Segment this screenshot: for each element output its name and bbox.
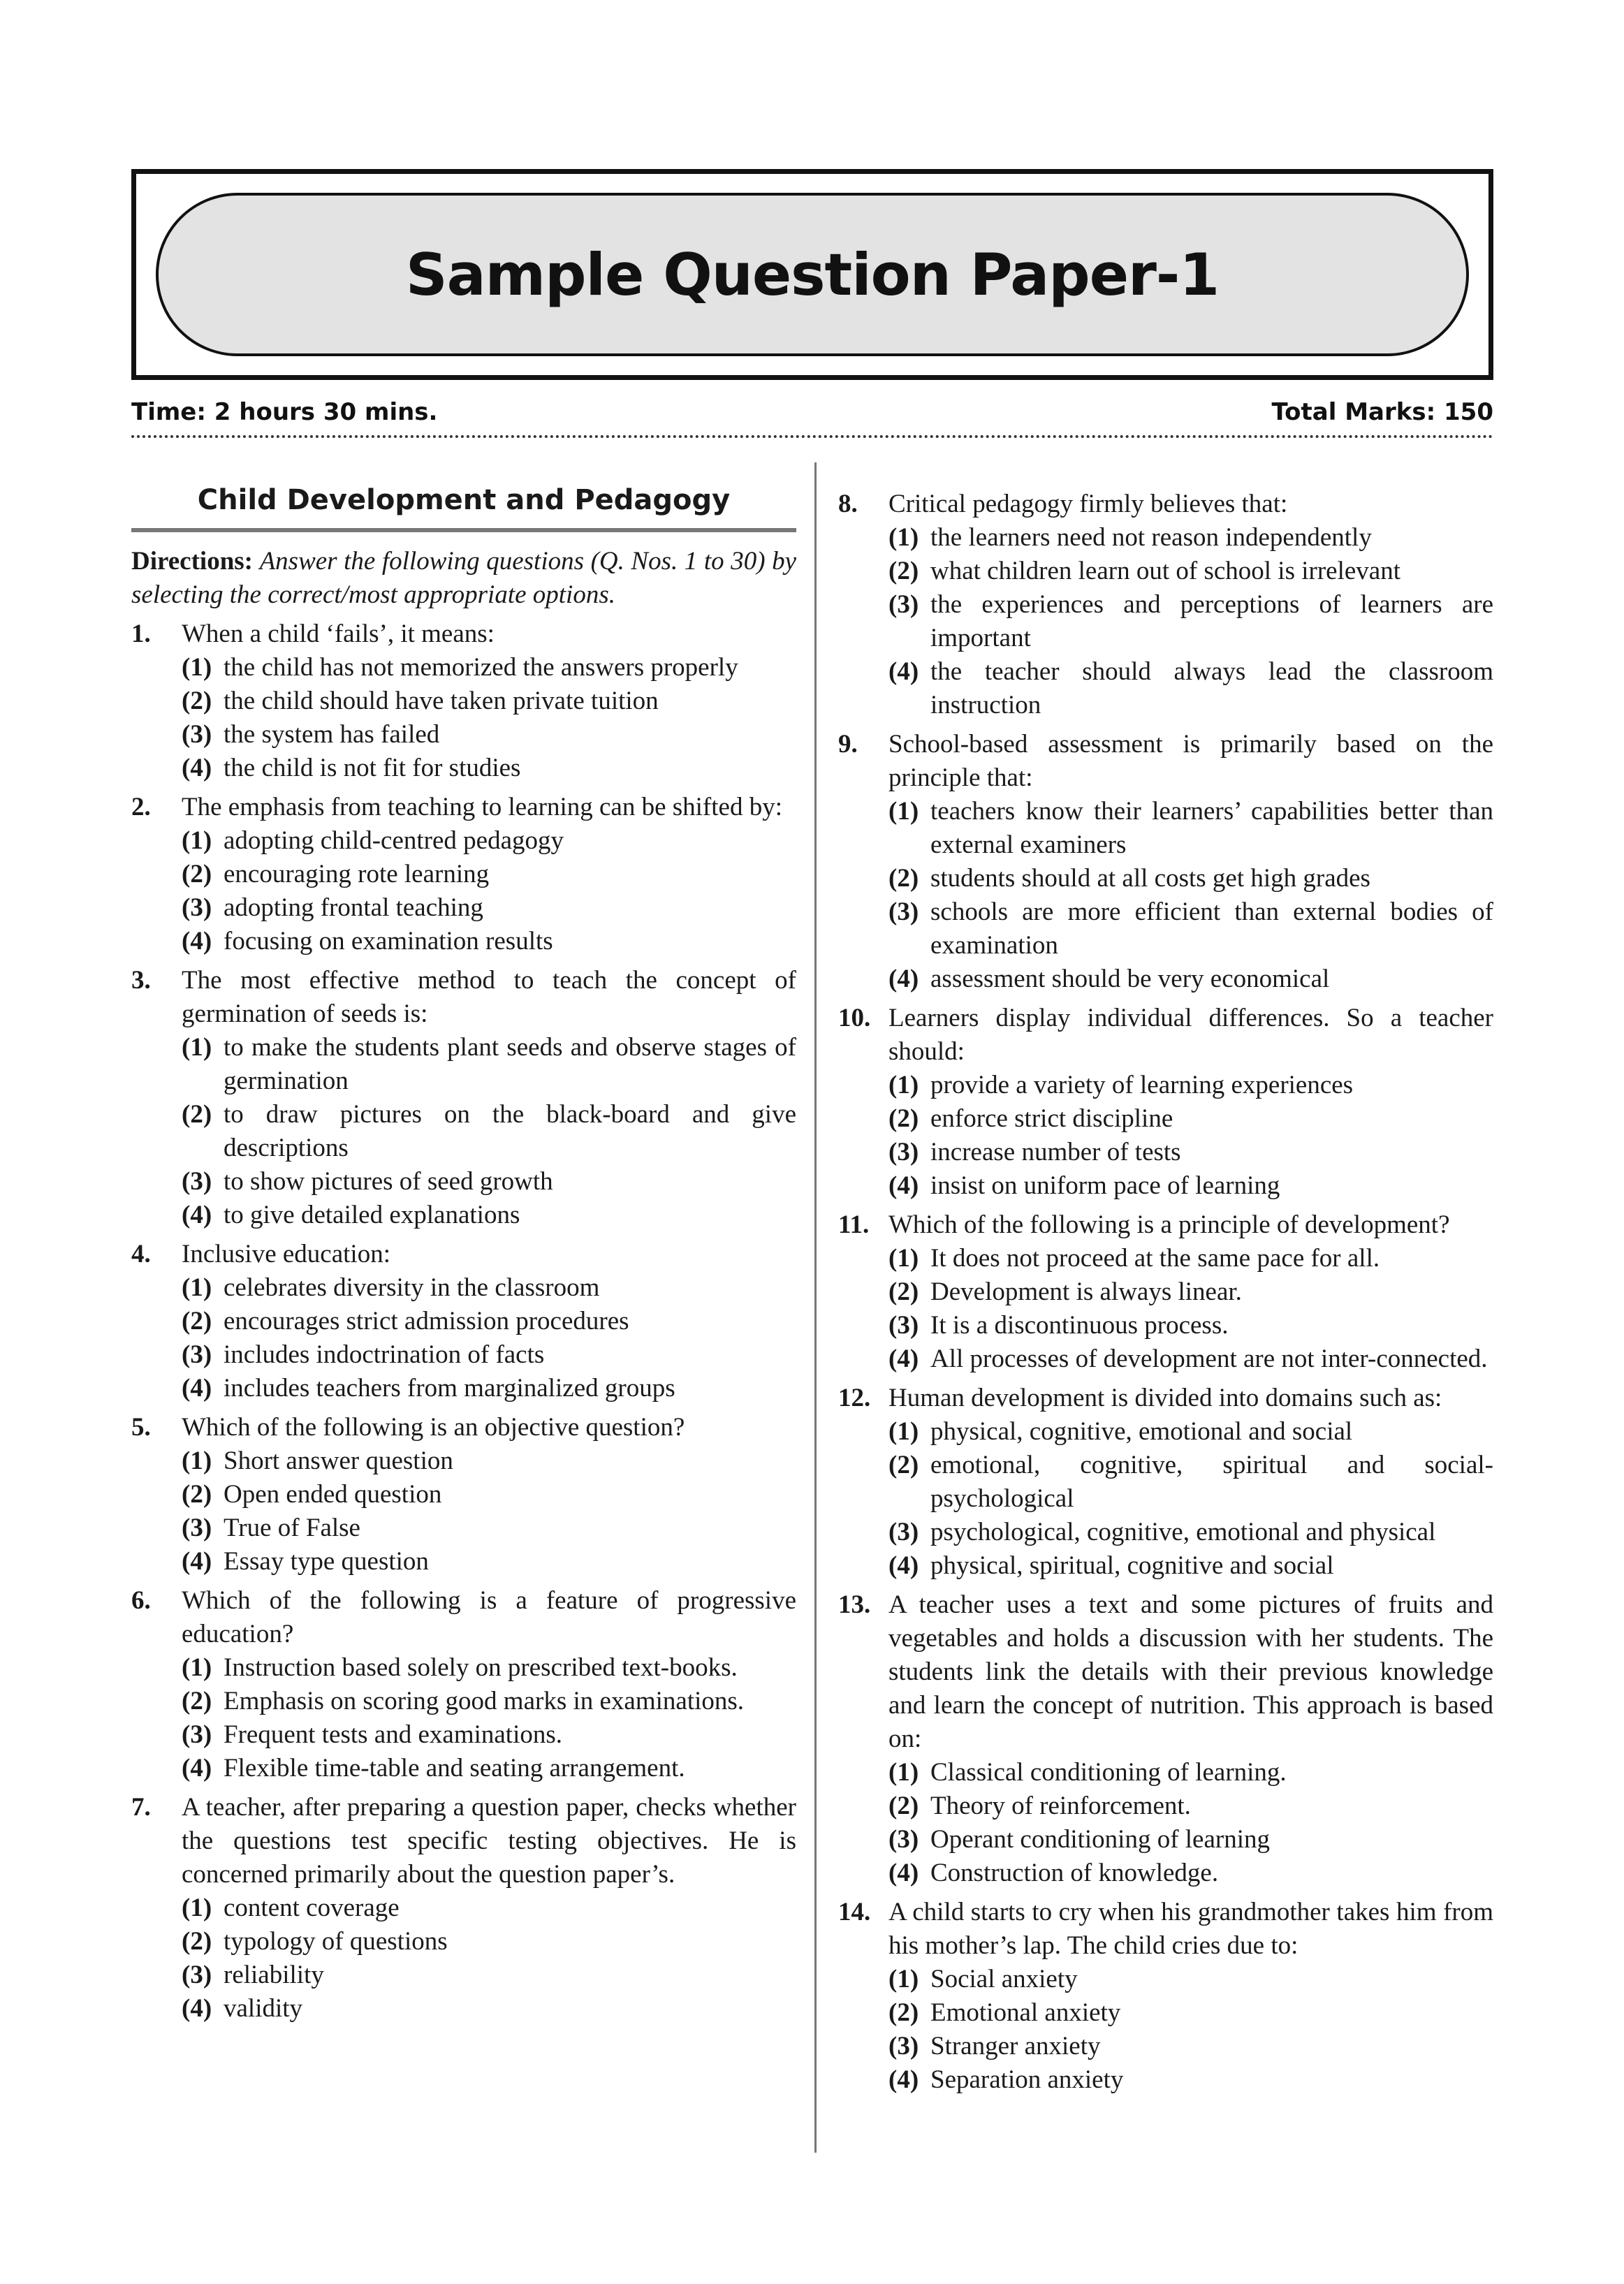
question-text: A child starts to cry when his grandmother takes him from his mother’s lap. The child cries due to: xyxy=(888,1898,1493,1960)
option-label: (4) xyxy=(888,1171,919,1200)
left-column xyxy=(131,481,796,2026)
question-number: 12. xyxy=(838,1384,871,1412)
option-text: physical, spiritual, cognitive and social xyxy=(930,1551,1334,1580)
answer-option xyxy=(182,1199,796,1232)
question-text: Which of the following is a principle of development? xyxy=(888,1210,1450,1239)
option-text: enforce strict discipline xyxy=(930,1104,1173,1133)
option-label: (3) xyxy=(182,893,212,922)
option-text: All processes of development are not inter-connected. xyxy=(930,1345,1488,1373)
answer-option xyxy=(888,1789,1493,1823)
question-number: 4. xyxy=(131,1240,151,1268)
question-number: 10. xyxy=(838,1004,871,1032)
question-text: Learners display individual differences. So a teacher should: xyxy=(888,1004,1493,1066)
option-label: (3) xyxy=(888,1518,919,1546)
answer-option xyxy=(888,895,1493,962)
answer-option xyxy=(888,555,1493,588)
question-body xyxy=(182,1791,796,2026)
question-number: 13. xyxy=(838,1590,871,1619)
question-number: 7. xyxy=(131,1793,151,1822)
option-label: (2) xyxy=(182,687,212,715)
option-text: the teacher should always lead the classroom instruction xyxy=(930,657,1493,719)
answer-option xyxy=(182,1891,796,1925)
question-item xyxy=(838,1588,1493,1890)
option-text: Development is always linear. xyxy=(930,1278,1242,1306)
option-text: Operant conditioning of learning xyxy=(930,1825,1271,1854)
answer-option xyxy=(888,1136,1493,1169)
option-text: Separation anxiety xyxy=(930,2065,1124,2094)
option-label: (2) xyxy=(888,864,919,893)
option-label: (1) xyxy=(888,523,919,552)
option-label: (4) xyxy=(888,965,919,993)
question-text: The most effective method to teach the concept of germination of seeds is: xyxy=(182,966,796,1028)
answer-option xyxy=(888,1857,1493,1890)
option-text: content coverage xyxy=(224,1894,400,1922)
answer-option xyxy=(182,1992,796,2026)
option-text: Frequent tests and examinations. xyxy=(224,1720,563,1749)
answer-option xyxy=(888,1275,1493,1309)
answer-option xyxy=(888,1169,1493,1203)
answer-option xyxy=(888,1415,1493,1449)
option-label: (3) xyxy=(888,1311,919,1340)
option-label: (2) xyxy=(888,1451,919,1479)
question-text: Which of the following is an objective question? xyxy=(182,1413,685,1442)
option-label: (1) xyxy=(182,1033,212,1062)
question-text: A teacher uses a text and some pictures of fruits and vegetables and holds a discussion with her students. The students link the details with their previous knowledge and learn the concept of nutrition. This approach is based on: xyxy=(888,1590,1493,1753)
option-text: Instruction based solely on prescribed text-books. xyxy=(224,1653,738,1682)
answer-option xyxy=(888,1756,1493,1789)
option-text: students should at all costs get high grades xyxy=(930,864,1370,893)
option-label: (3) xyxy=(182,1720,212,1749)
question-number: 3. xyxy=(131,966,151,995)
question-body xyxy=(182,791,796,958)
question-body xyxy=(888,1382,1493,1583)
option-label: (4) xyxy=(182,1754,212,1782)
answer-option xyxy=(182,752,796,785)
option-text: It is a discontinuous process. xyxy=(930,1311,1229,1340)
answer-option xyxy=(888,2063,1493,2097)
answer-option xyxy=(182,1925,796,1959)
option-label: (4) xyxy=(182,1201,212,1229)
option-text: psychological, cognitive, emotional and physical xyxy=(930,1518,1436,1546)
option-text: to give detailed explanations xyxy=(224,1201,520,1229)
option-text: Social anxiety xyxy=(930,1965,1078,1993)
option-label: (2) xyxy=(888,1104,919,1133)
question-item xyxy=(131,1411,796,1579)
question-text: The emphasis from teaching to learning can be shifted by: xyxy=(182,793,782,821)
question-text: School-based assessment is primarily based on the principle that: xyxy=(888,730,1493,792)
option-text: teachers know their learners’ capabilities better than external examiners xyxy=(930,797,1493,859)
option-label: (2) xyxy=(182,1307,212,1335)
directions xyxy=(131,545,796,612)
answer-option xyxy=(182,1338,796,1372)
option-label: (1) xyxy=(888,1965,919,1993)
option-text: what children learn out of school is irrelevant xyxy=(930,557,1400,585)
answer-option xyxy=(182,1165,796,1199)
option-text: to make the students plant seeds and observe stages of germination xyxy=(224,1033,796,1095)
option-label: (4) xyxy=(182,1547,212,1576)
option-label: (4) xyxy=(888,657,919,686)
option-label: (2) xyxy=(888,557,919,585)
answer-option xyxy=(888,521,1493,555)
question-body xyxy=(182,1411,796,1579)
answer-option xyxy=(888,962,1493,996)
question-text: Inclusive education: xyxy=(182,1240,390,1268)
question-text: A teacher, after preparing a question paper, checks whether the questions test specific testing objectives. He is concerned primarily about the question paper’s. xyxy=(182,1793,796,1889)
option-label: (4) xyxy=(182,1994,212,2023)
option-text: reliability xyxy=(224,1961,324,1989)
option-label: (2) xyxy=(182,860,212,888)
option-label: (3) xyxy=(888,590,919,619)
answer-option xyxy=(182,1098,796,1165)
question-item xyxy=(131,791,796,958)
option-label: (2) xyxy=(888,1792,919,1820)
option-label: (4) xyxy=(888,2065,919,2094)
option-text: Theory of reinforcement. xyxy=(930,1792,1191,1820)
question-item xyxy=(838,1382,1493,1583)
option-text: emotional, cognitive, spiritual and social-psychological xyxy=(930,1451,1493,1513)
option-label: (1) xyxy=(182,1273,212,1302)
option-text: adopting frontal teaching xyxy=(224,893,483,922)
option-text: focusing on examination results xyxy=(224,927,553,956)
answer-option xyxy=(888,1449,1493,1516)
option-label: (4) xyxy=(182,1374,212,1403)
option-label: (1) xyxy=(888,1244,919,1273)
option-label: (3) xyxy=(888,1138,919,1166)
question-item xyxy=(131,1791,796,2026)
answer-option xyxy=(888,1309,1493,1342)
answer-option xyxy=(182,1959,796,1992)
answer-option xyxy=(888,2030,1493,2063)
option-label: (3) xyxy=(888,898,919,926)
option-text: validity xyxy=(224,1994,303,2023)
option-label: (1) xyxy=(888,1758,919,1787)
option-text: the child is not fit for studies xyxy=(224,754,521,782)
option-text: insist on uniform pace of learning xyxy=(930,1171,1280,1200)
option-text: It does not proceed at the same pace for all. xyxy=(930,1244,1380,1273)
option-text: the child has not memorized the answers properly xyxy=(224,653,738,682)
option-text: Emotional anxiety xyxy=(930,1998,1121,2027)
answer-option xyxy=(182,1651,796,1685)
question-list-right xyxy=(838,488,1493,2097)
question-number: 11. xyxy=(838,1210,870,1239)
title-frame xyxy=(131,169,1493,380)
option-label: (2) xyxy=(182,1100,212,1129)
question-body xyxy=(888,1896,1493,2097)
answer-option xyxy=(182,1031,796,1098)
option-label: (1) xyxy=(182,653,212,682)
option-text: the experiences and perceptions of learners are important xyxy=(930,590,1493,652)
question-item xyxy=(838,1208,1493,1376)
question-text: Human development is divided into domains such as: xyxy=(888,1384,1442,1412)
option-text: celebrates diversity in the classroom xyxy=(224,1273,600,1302)
option-label: (4) xyxy=(888,1345,919,1373)
question-body xyxy=(182,617,796,785)
question-number: 1. xyxy=(131,620,151,648)
question-number: 9. xyxy=(838,730,858,759)
answer-option xyxy=(888,1823,1493,1857)
question-item xyxy=(838,1002,1493,1203)
answer-option xyxy=(888,1102,1493,1136)
answer-option xyxy=(182,1718,796,1752)
answer-option xyxy=(888,1963,1493,1996)
option-label: (2) xyxy=(888,1278,919,1306)
option-label: (1) xyxy=(182,1894,212,1922)
option-text: Flexible time-table and seating arrangement. xyxy=(224,1754,685,1782)
option-label: (1) xyxy=(182,826,212,855)
option-label: (4) xyxy=(182,754,212,782)
option-label: (3) xyxy=(182,720,212,749)
option-text: Construction of knowledge. xyxy=(930,1859,1219,1887)
question-body xyxy=(888,728,1493,996)
answer-option xyxy=(182,891,796,925)
option-label: (2) xyxy=(182,1480,212,1509)
question-text: Critical pedagogy firmly believes that: xyxy=(888,490,1288,518)
option-label: (3) xyxy=(182,1514,212,1542)
question-item xyxy=(838,728,1493,996)
answer-option xyxy=(182,925,796,958)
option-label: (1) xyxy=(888,1417,919,1446)
question-number: 5. xyxy=(131,1413,151,1442)
option-text: Essay type question xyxy=(224,1547,429,1576)
question-item xyxy=(131,1584,796,1785)
answer-option xyxy=(888,795,1493,862)
option-label: (2) xyxy=(182,1687,212,1715)
question-item xyxy=(131,964,796,1232)
question-number: 8. xyxy=(838,490,858,518)
answer-option xyxy=(888,1242,1493,1275)
option-label: (4) xyxy=(888,1551,919,1580)
option-text: encouraging rote learning xyxy=(224,860,490,888)
answer-option xyxy=(888,1549,1493,1583)
option-text: to draw pictures on the black-board and give descriptions xyxy=(224,1100,796,1162)
option-text: encourages strict admission procedures xyxy=(224,1307,629,1335)
answer-option xyxy=(888,1342,1493,1376)
question-body xyxy=(888,1002,1493,1203)
answer-option xyxy=(888,655,1493,722)
option-text: provide a variety of learning experiences xyxy=(930,1071,1354,1099)
question-body xyxy=(888,1588,1493,1890)
right-column xyxy=(838,482,1493,2097)
option-text: Open ended question xyxy=(224,1480,442,1509)
exam-time: Time: 2 hours 30 mins. xyxy=(131,398,438,426)
question-list-left xyxy=(131,617,796,2026)
answer-option xyxy=(182,858,796,891)
option-text: Classical conditioning of learning. xyxy=(930,1758,1287,1787)
dotted-separator xyxy=(131,435,1493,438)
option-text: typology of questions xyxy=(224,1927,448,1956)
option-text: Emphasis on scoring good marks in examinations. xyxy=(224,1687,745,1715)
option-text: the child should have taken private tuition xyxy=(224,687,659,715)
question-text: When a child ‘fails’, it means: xyxy=(182,620,495,648)
answer-option xyxy=(182,651,796,685)
answer-option xyxy=(182,824,796,858)
question-number: 14. xyxy=(838,1898,871,1926)
option-text: assessment should be very economical xyxy=(930,965,1330,993)
option-label: (3) xyxy=(182,1961,212,1989)
question-item xyxy=(838,1896,1493,2097)
option-label: (3) xyxy=(182,1167,212,1196)
option-text: increase number of tests xyxy=(930,1138,1181,1166)
option-text: adopting child-centred pedagogy xyxy=(224,826,564,855)
section-title: Child Development and Pedagogy xyxy=(131,481,796,532)
answer-option xyxy=(182,1271,796,1305)
answer-option xyxy=(182,1372,796,1405)
answer-option xyxy=(182,1545,796,1579)
answer-option xyxy=(888,588,1493,655)
answer-option xyxy=(888,1516,1493,1549)
option-text: the learners need not reason independently xyxy=(930,523,1372,552)
question-body xyxy=(182,1584,796,1785)
option-text: to show pictures of seed growth xyxy=(224,1167,553,1196)
question-text: Which of the following is a feature of progressive education? xyxy=(182,1586,796,1648)
option-label: (1) xyxy=(182,1447,212,1475)
answer-option xyxy=(182,1444,796,1478)
option-text: the system has failed xyxy=(224,720,440,749)
answer-option xyxy=(888,862,1493,895)
option-label: (4) xyxy=(888,1859,919,1887)
answer-option xyxy=(182,1752,796,1785)
question-body xyxy=(182,964,796,1232)
title-banner xyxy=(156,193,1469,356)
directions-text: Answer the following questions (Q. Nos. 1 to 30) by selecting the correct/most appropriate options. xyxy=(131,547,796,609)
option-text: includes teachers from marginalized groups xyxy=(224,1374,675,1403)
answer-option xyxy=(182,685,796,718)
option-text: True of False xyxy=(224,1514,360,1542)
option-label: (2) xyxy=(182,1927,212,1956)
answer-option xyxy=(888,1996,1493,2030)
option-label: (3) xyxy=(888,1825,919,1854)
question-body xyxy=(888,1208,1493,1376)
page-title: Sample Question Paper-1 xyxy=(405,240,1220,309)
question-number: 6. xyxy=(131,1586,151,1615)
question-item xyxy=(838,488,1493,722)
question-body xyxy=(182,1238,796,1405)
option-label: (1) xyxy=(888,797,919,826)
answer-option xyxy=(182,1511,796,1545)
option-label: (1) xyxy=(888,1071,919,1099)
total-marks: Total Marks: 150 xyxy=(1271,398,1493,426)
question-number: 2. xyxy=(131,793,151,821)
answer-option xyxy=(888,1069,1493,1102)
answer-option xyxy=(182,1305,796,1338)
option-label: (3) xyxy=(182,1340,212,1369)
question-item xyxy=(131,1238,796,1405)
option-text: schools are more efficient than external bodies of examination xyxy=(930,898,1493,960)
question-body xyxy=(888,488,1493,722)
option-text: includes indoctrination of facts xyxy=(224,1340,545,1369)
question-item xyxy=(131,617,796,785)
option-label: (1) xyxy=(182,1653,212,1682)
option-label: (3) xyxy=(888,2032,919,2060)
answer-option xyxy=(182,1478,796,1511)
answer-option xyxy=(182,1685,796,1718)
option-text: physical, cognitive, emotional and social xyxy=(930,1417,1353,1446)
option-label: (4) xyxy=(182,927,212,956)
answer-option xyxy=(182,718,796,752)
option-text: Short answer question xyxy=(224,1447,453,1475)
directions-label: Directions: xyxy=(131,547,253,576)
option-label: (2) xyxy=(888,1998,919,2027)
column-divider xyxy=(814,462,817,2153)
option-text: Stranger anxiety xyxy=(930,2032,1101,2060)
